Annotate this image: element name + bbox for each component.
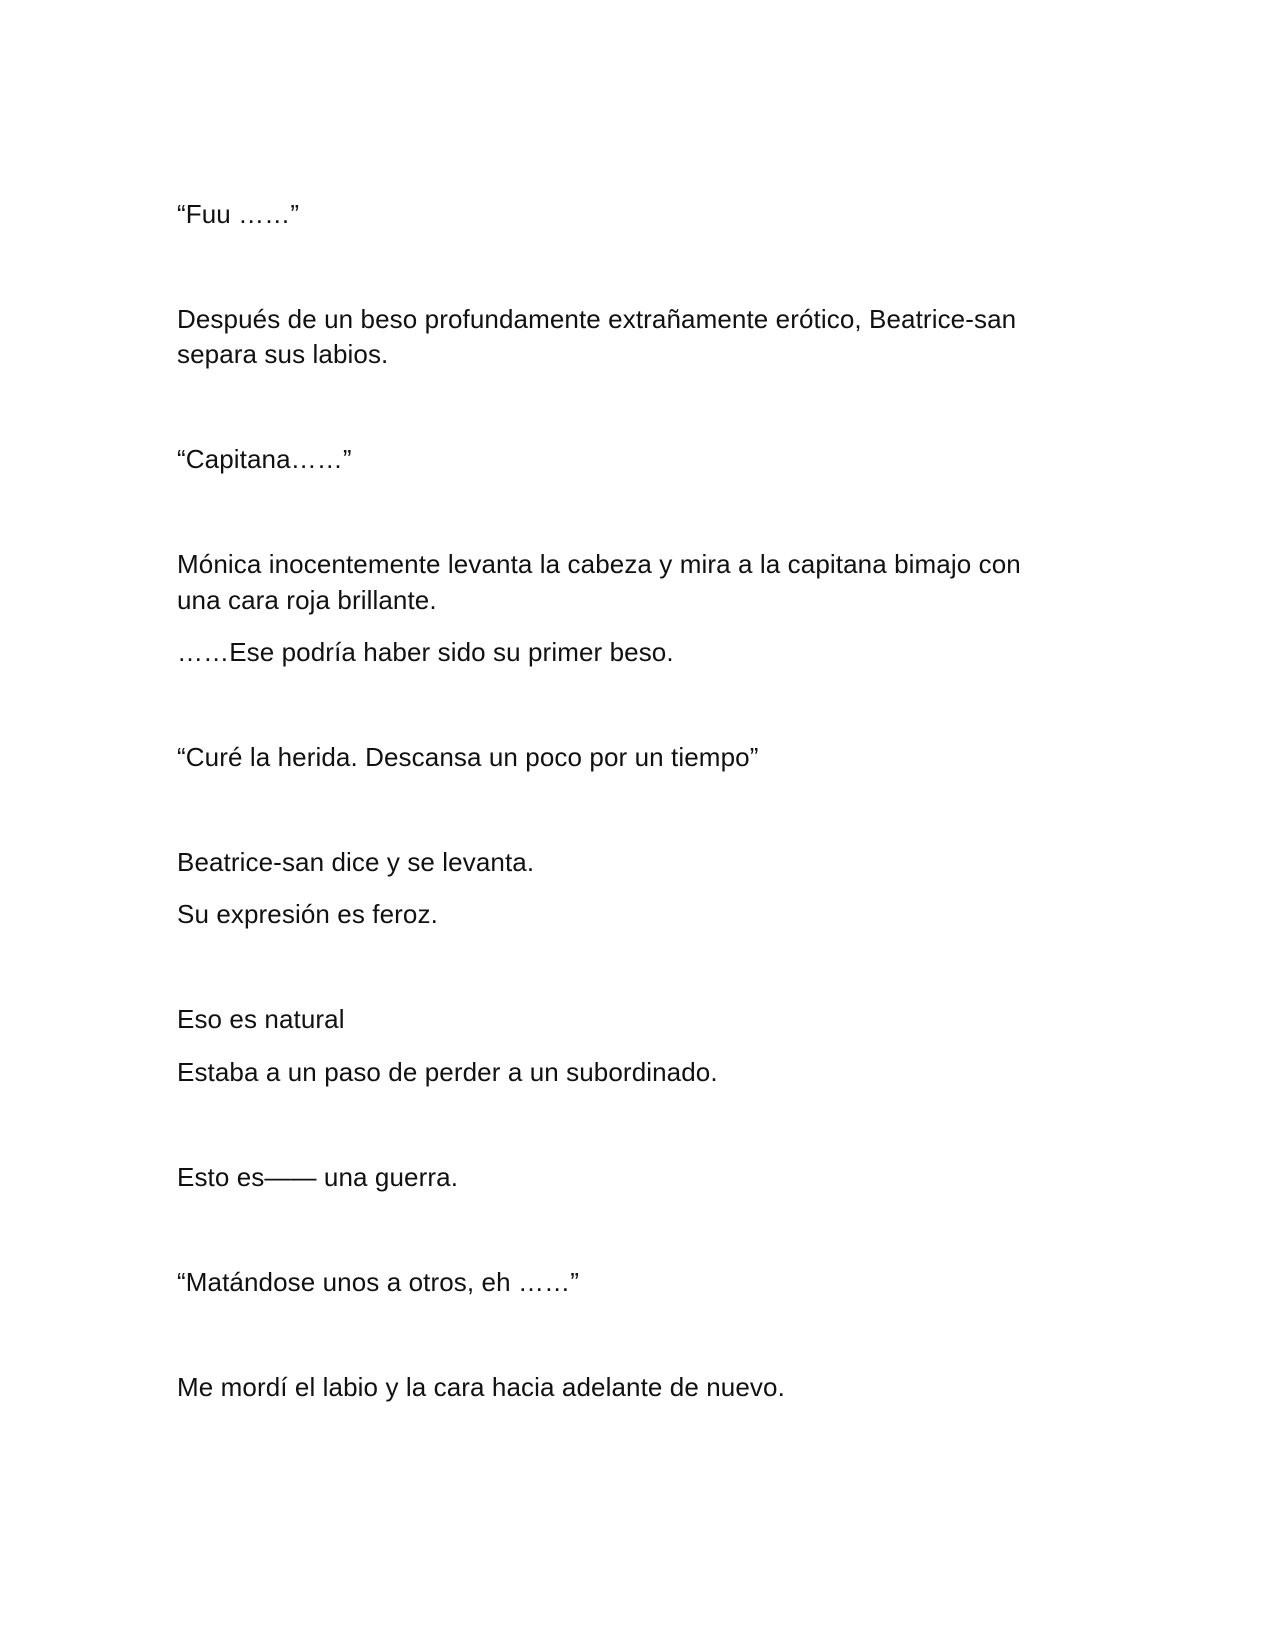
narration-line: Mónica inocentemente levanta la cabeza y mira a la capitana bimajo con [177,549,1021,579]
narration-line: una cara roja brillante. [177,585,437,615]
narration-line: Me mordí el labio y la cara hacia adelante de nuevo. [177,1372,785,1402]
dialogue-line: “Fuu ……” [177,199,300,229]
dialogue-line: “Curé la herida. Descansa un poco por un tiempo” [177,742,759,772]
narration-line: Después de un beso profundamente extrañamente erótico, Beatrice-san [177,304,1017,334]
narration-line: separa sus labios. [177,339,389,369]
dialogue-line: “Matándose unos a otros, eh ……” [177,1267,579,1297]
dialogue-line: “Capitana……” [177,444,352,474]
narration-line: Estaba a un paso de perder a un subordinado. [177,1057,718,1087]
narration-line: Esto es―― una guerra. [177,1162,459,1192]
narration-line: Eso es natural [177,1004,345,1034]
narration-line: Su expresión es feroz. [177,899,438,929]
narration-line: Beatrice-san dice y se levanta. [177,847,535,877]
narration-line: ……Ese podría haber sido su primer beso. [177,637,674,667]
